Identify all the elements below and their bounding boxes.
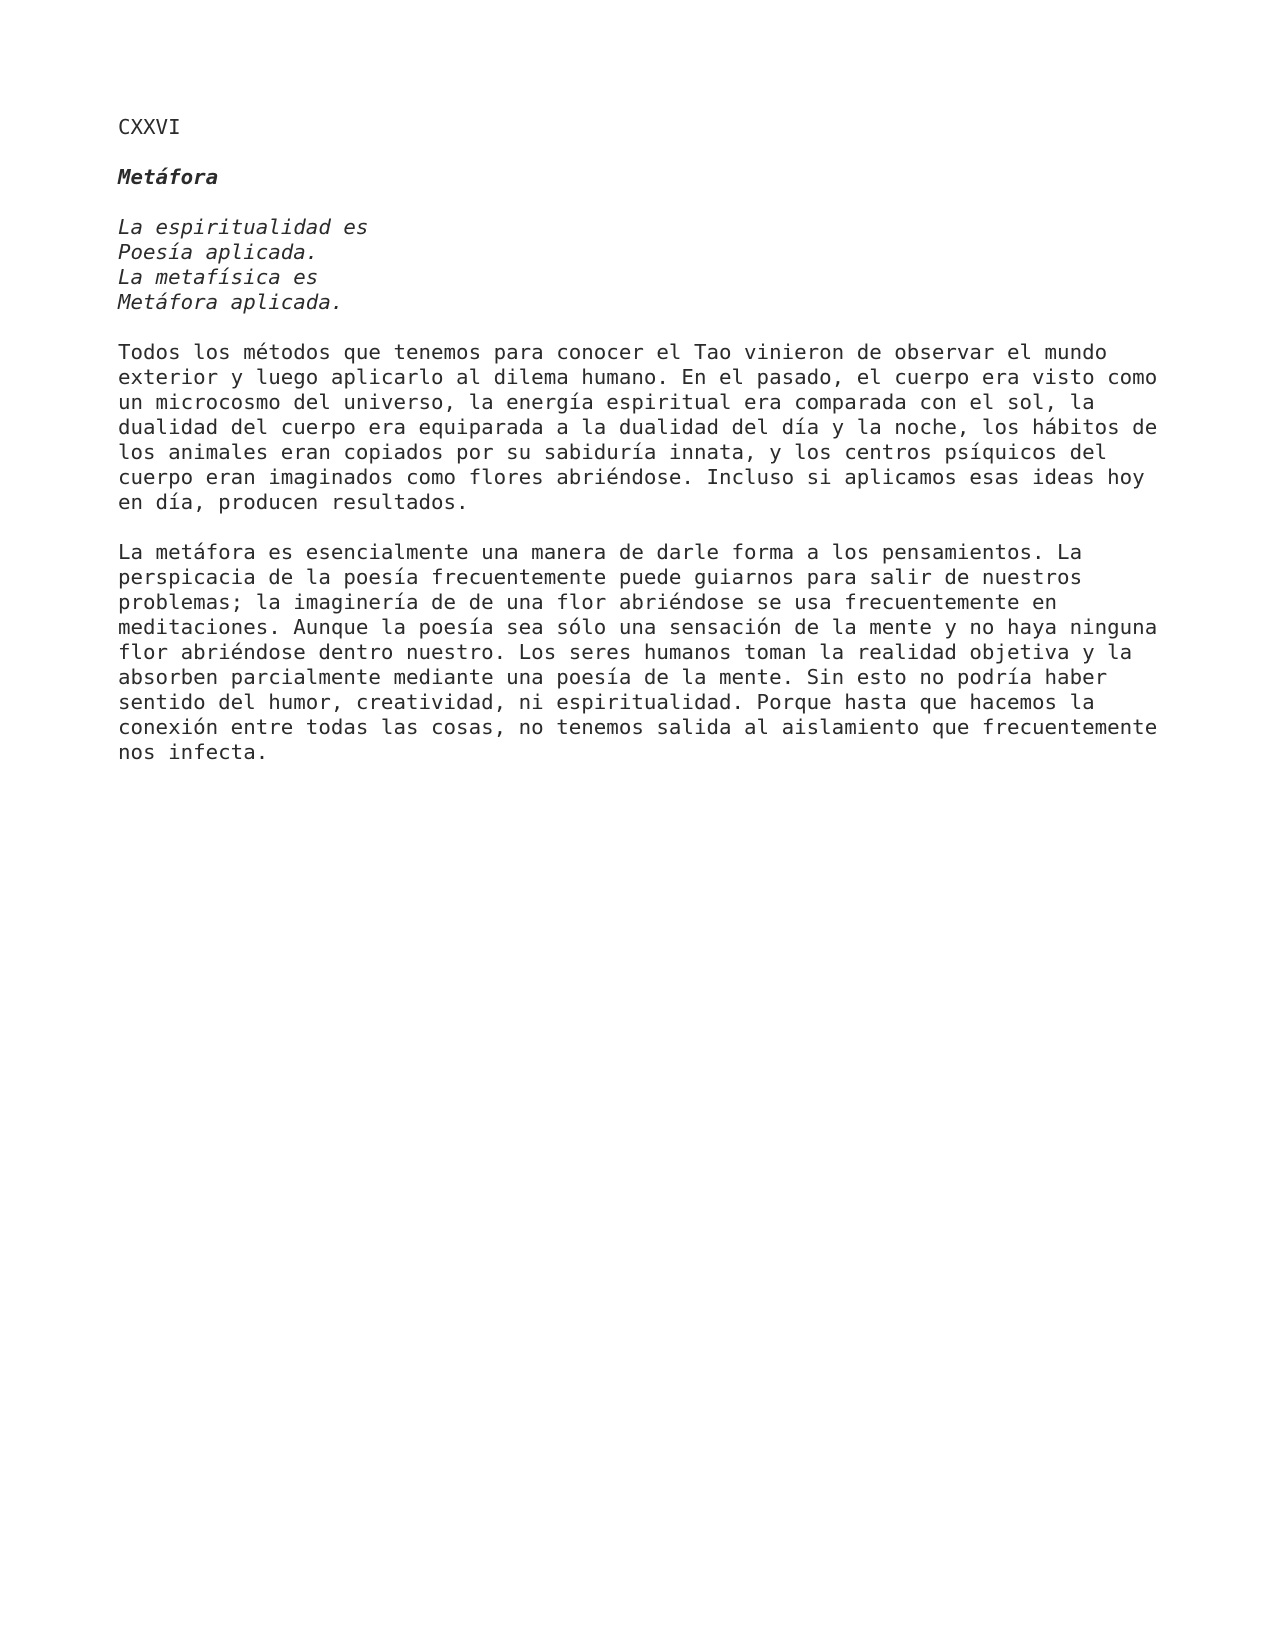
text-line: en día, producen resultados.: [118, 490, 469, 514]
poem: [118, 215, 1178, 315]
paragraph-methods: [118, 340, 1178, 515]
text-line: perspicacia de la poesía frecuentemente puede guiarnos para salir de nuestros: [118, 565, 1083, 589]
chapter-title: Metáfora: [118, 165, 219, 189]
poem-line: La metafísica es: [118, 265, 319, 289]
paragraph-metaphor: [118, 540, 1178, 765]
poem-line: La espiritualidad es: [118, 215, 369, 239]
text-line: La metáfora es esencialmente una manera de darle forma a los pensamientos. La: [118, 540, 1083, 564]
text-line: meditaciones. Aunque la poesía sea sólo una sensación de la mente y no haya ninguna: [118, 615, 1158, 639]
text-line: flor abriéndose dentro nuestro. Los seres humanos toman la realidad objetiva y la: [118, 640, 1133, 664]
document-page: [118, 115, 1178, 790]
text-line: Todos los métodos que tenemos para conocer el Tao vinieron de observar el mundo: [118, 340, 1108, 364]
text-line: exterior y luego aplicarlo al dilema humano. En el pasado, el cuerpo era visto como: [118, 365, 1158, 389]
text-line: los animales eran copiados por su sabiduría innata, y los centros psíquicos del: [118, 440, 1108, 464]
text-line: absorben parcialmente mediante una poesía de la mente. Sin esto no podría haber: [118, 665, 1108, 689]
text-line: conexión entre todas las cosas, no tenemos salida al aislamiento que frecuentemente: [118, 715, 1158, 739]
text-line: dualidad del cuerpo era equiparada a la dualidad del día y la noche, los hábitos de: [118, 415, 1158, 439]
text-line: problemas; la imaginería de de una flor abriéndose se usa frecuentemente en: [118, 590, 1058, 614]
text-line: sentido del humor, creatividad, ni espiritualidad. Porque hasta que hacemos la: [118, 690, 1095, 714]
poem-line: Poesía aplicada.: [118, 240, 319, 264]
text-line: nos infecta.: [118, 740, 269, 764]
poem-line: Metáfora aplicada.: [118, 290, 344, 314]
text-line: un microcosmo del universo, la energía espiritual era comparada con el sol, la: [118, 390, 1095, 414]
text-line: cuerpo eran imaginados como flores abriéndose. Incluso si aplicamos esas ideas hoy: [118, 465, 1145, 489]
chapter-numeral: CXXVI: [118, 115, 181, 139]
